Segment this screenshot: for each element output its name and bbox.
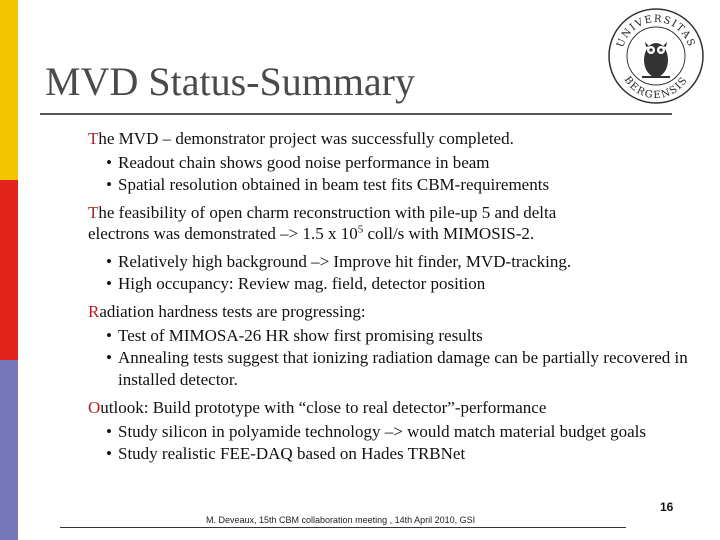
list-item: • Readout chain shows good noise performance in beam — [106, 153, 490, 172]
list-item: • Study silicon in polyamide technology –> would match material budget goals — [106, 422, 646, 441]
list-item: • High occupancy: Review mag. field, detector position — [106, 274, 486, 293]
paragraph-radiation: Radiation hardness tests are progressing: — [88, 302, 366, 321]
list-item: • Spatial resolution obtained in beam test fits CBM-requirements — [106, 175, 550, 194]
paragraph-outlook: Outlook: Build prototype with “close to real detector”-performance — [88, 398, 547, 417]
list-item: • Test of MIMOSA-26 HR show first promising results — [106, 326, 483, 345]
footer-text: M. Deveaux, 15th CBM collaboration meeting , 14th April 2010, GSI — [206, 515, 476, 525]
paragraph-demonstrator: The MVD – demonstrator project was successfully completed. — [88, 129, 514, 148]
page-number: 16 — [660, 500, 674, 514]
owl-icon — [642, 42, 670, 78]
color-sidebar — [0, 0, 18, 540]
sidebar-red-segment — [0, 180, 18, 360]
list-item: • Annealing tests suggest that ionizing radiation damage can be partially recovered in installed detector. — [106, 348, 688, 389]
svg-text:UNIVERSITAS: UNIVERSITAS — [615, 13, 697, 50]
svg-text:BERGENSIS: BERGENSIS — [621, 74, 691, 102]
title-divider — [40, 113, 672, 115]
list-item: • Study realistic FEE-DAQ based on Hades TRBNet — [106, 444, 466, 463]
slide-title: MVD Status-Summary — [45, 59, 415, 104]
footer-divider — [60, 527, 626, 528]
sidebar-blue-segment — [0, 360, 18, 540]
university-seal-logo — [606, 6, 706, 106]
slide-content — [88, 128, 688, 465]
list-item: • Relatively high background –> Improve hit finder, MVD-tracking. — [106, 252, 572, 271]
sidebar-yellow-segment — [0, 0, 18, 180]
paragraph-open-charm: The feasibility of open charm reconstruction with pile-up 5 and delta electrons was demonstrated –> 1.5 x $10^5$ coll/s with MIMOSIS-2. — [88, 203, 557, 243]
